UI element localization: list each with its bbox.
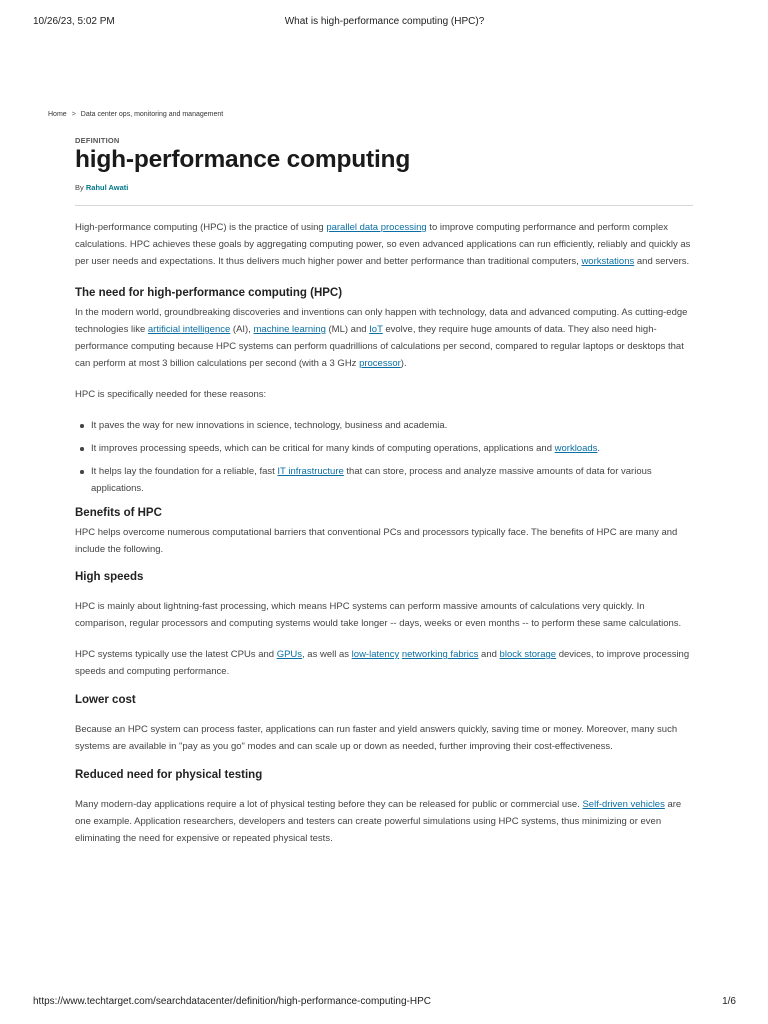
page-title: high-performance computing [75,146,411,173]
cost-paragraph: Because an HPC system can process faster, applications can run faster and yield answers quickly, saving time or money. Moreover, many such systems are available in "pay as you go" modes and can scale up or down as needed, further improving their cost-effectiveness. [75,724,678,752]
link-workstations[interactable]: workstations [581,256,635,267]
benefits-paragraph: HPC helps overcome numerous computational barriers that conventional PCs and processors typically face. The benefits of HPC are many and include the following. [75,527,678,555]
byline [75,183,693,192]
list-item: It improves processing speeds, which can be critical for many kinds of computing operations, applications and workloads. [91,440,693,457]
reasons-list [75,417,693,497]
breadcrumb-section-link[interactable]: Data center ops, monitoring and management [80,111,224,118]
byline-prefix: By [75,183,84,192]
list-item: It helps lay the foundation for a reliable, fast IT infrastructure that can store, process and analyze massive amounts of data for various applications. [91,463,693,497]
speeds-paragraph-2: HPC systems typically use the latest CPUs and GPUs, as well as low-latency networking fabrics and block storage devices, to improve processing speeds and computing performance. [75,649,690,677]
print-date: 10/26/23, 5:02 PM [33,16,115,27]
link-workloads[interactable]: workloads [554,443,598,454]
heading-benefits: Benefits of HPC [75,507,162,519]
print-header [33,16,736,30]
print-url: https://www.techtarget.com/searchdatacenter/definition/high-performance-computing-HPC [33,996,431,1007]
breadcrumb-separator: > [71,111,76,118]
link-networking-fabrics[interactable]: networking fabrics [401,649,479,660]
link-parallel-data-processing[interactable]: parallel data processing [326,222,427,233]
article [75,136,693,847]
testing-paragraph: Many modern-day applications require a lot of physical testing before they can be released for public or commercial use. Self-driven vehicles are one example. Application researchers, developers and testers can create powerful simulations using HPC systems, thus minimizing or even eliminating the need for expensive or repeated physical tests. [75,799,682,844]
link-artificial-intelligence[interactable]: artificial intelligence [147,324,231,335]
page-number: 1/6 [722,996,736,1007]
author-link[interactable]: Rahul Awati [85,183,129,192]
link-iot[interactable]: IoT [369,324,383,335]
breadcrumb [48,111,223,118]
definition-kicker: DEFINITION [75,136,120,145]
link-machine-learning[interactable]: machine learning [253,324,326,335]
divider [75,205,693,206]
need-paragraph: In the modern world, groundbreaking discoveries and inventions can only happen with technology, data and advanced computing. As cutting-edge technologies like artificial intelligence (AI), machine learning (ML) and IoT evolve, they require huge amounts of data. They also need high-performance computing because HPC systems can perform quadrillions of calculations per second, compared to regular laptops or desktops that can perform at most 3 billion calculations per second (with a 3 GHz processor). [75,307,688,369]
heading-high-speeds: High speeds [75,571,144,583]
intro-paragraph: High-performance computing (HPC) is the practice of using parallel data processing to improve computing performance and perform complex calculations. HPC achieves these goals by aggregating computing power, so even advanced applications can run efficiently, reliably and quickly as per user needs and expectations. It thus delivers much higher power and better performance than traditional computers, workstations and servers. [75,222,691,267]
print-document-title: What is high-performance computing (HPC)? [284,16,485,27]
speeds-paragraph-1: HPC is mainly about lightning-fast processing, which means HPC systems can perform massive amounts of calculations very quickly. In comparison, regular processors and computing systems would take longer -- days, weeks or even months -- to perform these same calculations. [75,601,682,629]
link-low-latency[interactable]: low-latency [351,649,400,660]
link-self-driven-vehicles[interactable]: Self-driven vehicles [582,799,665,810]
link-processor[interactable]: processor [359,358,401,369]
heading-reduced-physical-testing: Reduced need for physical testing [75,769,263,781]
breadcrumb-home-link[interactable]: Home [48,111,67,118]
link-it-infrastructure[interactable]: IT infrastructure [277,466,344,477]
reasons-intro: HPC is specifically needed for these reasons: [75,389,267,400]
list-item: It paves the way for new innovations in science, technology, business and academia. [91,417,693,434]
heading-need-for-hpc: The need for high-performance computing (HPC) [75,287,343,299]
heading-lower-cost: Lower cost [75,694,136,706]
print-footer [33,996,736,1010]
link-block-storage[interactable]: block storage [499,649,557,660]
link-gpus[interactable]: GPUs [276,649,303,660]
